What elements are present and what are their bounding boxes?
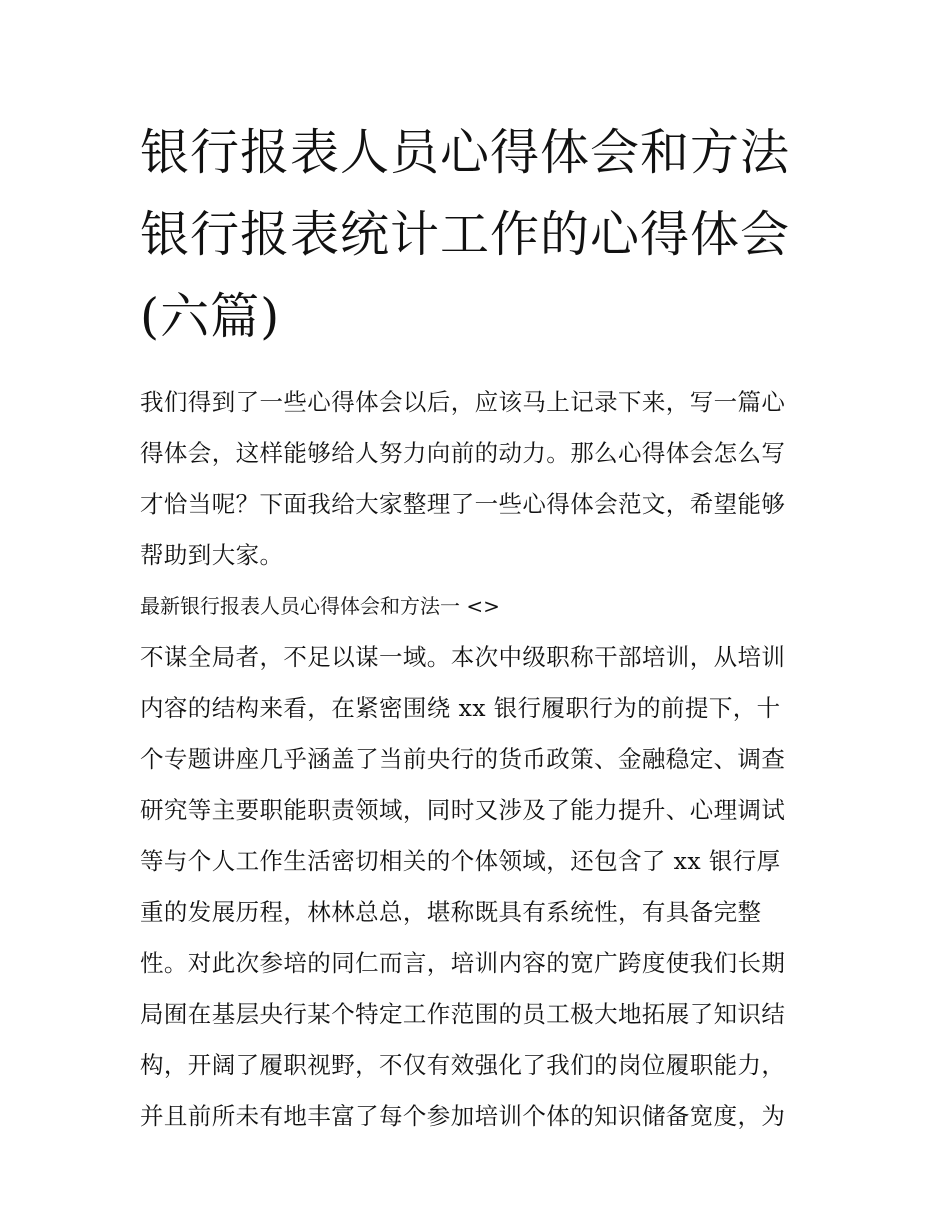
paragraph-line: 重的发展历程，林林总总，堪称既具有系统性，有具备完整 [140,898,762,926]
section-heading: 最新银行报表人员心得体会和方法一 <> [140,594,500,618]
document-title [140,112,812,358]
paragraph-line: 构，开阔了履职视野，不仅有效强化了我们的岗位履职能力， [140,1051,786,1079]
paragraph-line: 不谋全局者，不足以谋一域。本次中级职称干部培训，从培训 [140,643,786,671]
document-content [140,112,812,1142]
paragraph-line: 性。对此次参培的同仁而言，培训内容的宽广跨度使我们长期 [140,949,786,977]
paragraph-line: 并且前所未有地丰富了每个参加培训个体的知识储备宽度，为 [140,1102,786,1130]
title-line: 银行报表人员心得体会和方法 [140,124,791,181]
intro-line: 得体会，这样能够给人努力向前的动力。那么心得体会怎么写 [140,439,786,467]
paragraph-line: 研究等主要职能职责领域，同时又涉及了能力提升、心理调试 [140,796,786,824]
document-body [140,377,812,1142]
title-line: (六篇) [140,288,281,345]
intro-line: 我们得到了一些心得体会以后，应该马上记录下来，写一篇心 [140,388,786,416]
paragraph-line: 等与个人工作生活密切相关的个体领域，还包含了 xx 银行厚 [140,847,781,875]
paragraph-line: 内容的结构来看，在紧密围绕 xx 银行履职行为的前提下，十 [140,694,781,722]
title-line: 银行报表统计工作的心得体会 [140,206,791,263]
intro-line: 帮助到大家。 [140,541,284,569]
paragraph-line: 局囿在基层央行某个特定工作范围的员工极大地拓展了知识结 [140,1000,786,1028]
paragraph-line: 个专题讲座几乎涵盖了当前央行的货币政策、金融稳定、调查 [140,745,786,773]
intro-line: 才恰当呢？下面我给大家整理了一些心得体会范文，希望能够 [140,490,786,518]
